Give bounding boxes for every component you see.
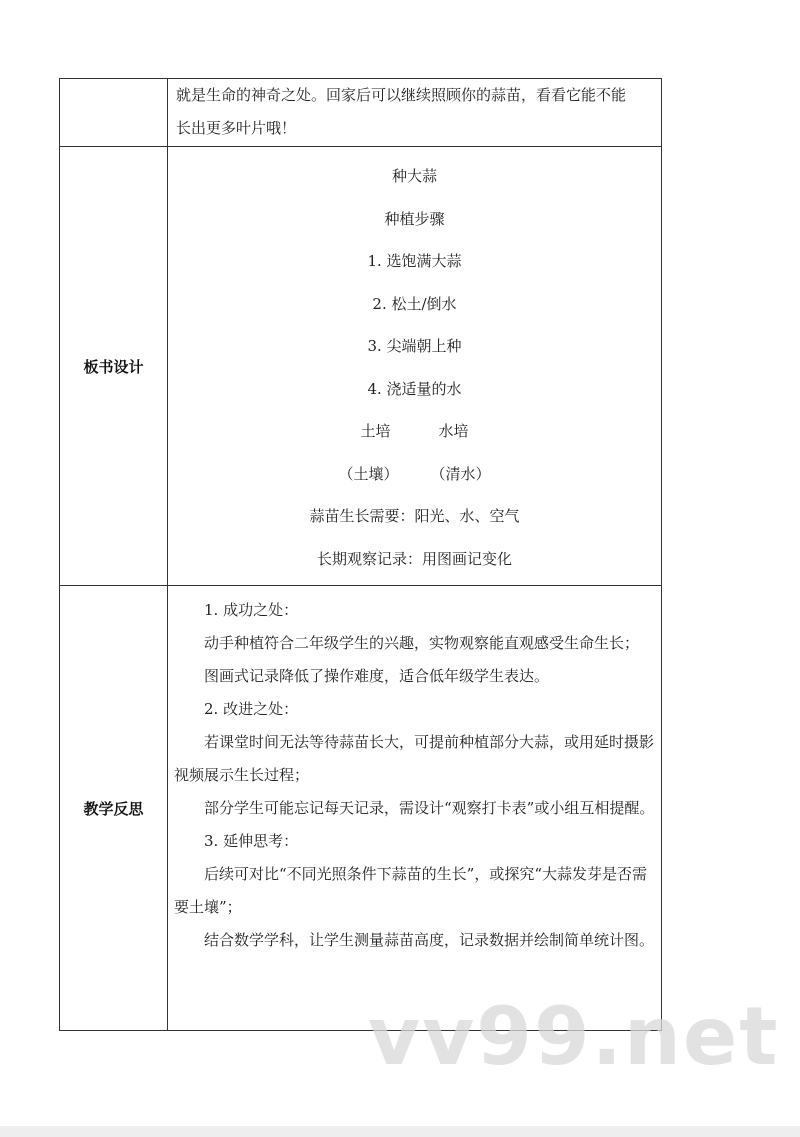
reflection-paragraph: 图画式记录降低了操作难度，适合低年级学生表达。	[204, 667, 550, 685]
board-design-label: 板书设计	[60, 147, 168, 586]
watermark: vv99.net	[368, 990, 780, 1083]
reflection-paragraph: 后续可对比“不同光照条件下蒜苗的生长”，或探究“大蒜发芽是否需要土壤”；	[174, 865, 648, 916]
method-water: 水培	[438, 422, 469, 440]
board-title: 种大蒜	[391, 167, 437, 185]
reflection-heading-improve: 2. 改进之处：	[204, 700, 299, 718]
step-4: 4. 浇适量的水	[367, 379, 462, 398]
table-row	[60, 147, 662, 586]
table-row	[60, 586, 662, 1031]
lesson-plan-table	[59, 78, 662, 1031]
reflection-paragraph: 结合数学学科，让学生测量蒜苗高度，记录数据并绘制简单统计图。	[204, 931, 655, 949]
steps-title: 种植步骤	[384, 209, 445, 228]
closing-remarks-cell	[168, 79, 662, 147]
closing-line-1: 就是生命的神奇之处。回家后可以继续照顾你的蒜苗，看看它能不能	[176, 86, 627, 104]
reflection-paragraph: 动手种植符合二年级学生的兴趣，实物观察能直观感受生命生长；	[204, 634, 640, 652]
teaching-reflection-label: 教学反思	[60, 586, 168, 1031]
teaching-reflection-cell	[168, 586, 662, 1031]
medium-water: （清水）	[430, 464, 491, 483]
medium-pair	[168, 453, 661, 496]
step-1: 1. 选饱满大蒜	[367, 252, 462, 270]
observation-record: 长期观察记录：用图画记变化	[316, 549, 512, 568]
step-3: 3. 尖端朝上种	[367, 337, 462, 355]
table-row	[60, 79, 662, 147]
reflection-heading-success: 1. 成功之处：	[204, 601, 299, 619]
reflection-heading-extend: 3. 延伸思考：	[204, 832, 299, 850]
step-2: 2. 松土/倒水	[372, 294, 457, 313]
method-soil: 土培	[360, 422, 391, 440]
method-pair	[168, 410, 661, 453]
growth-needs: 蒜苗生长需要：阳光、水、空气	[309, 507, 520, 525]
page-bottom-edge	[0, 1126, 800, 1137]
reflection-paragraph: 若课堂时间无法等待蒜苗长大，可提前种植部分大蒜，或用延时摄影视频展示生长过程；	[174, 733, 655, 784]
board-design-cell	[168, 147, 662, 586]
medium-soil: （土壤）	[338, 464, 399, 483]
row-label-empty	[60, 79, 168, 147]
closing-line-2: 长出更多叶片哦！	[176, 119, 297, 137]
reflection-paragraph: 部分学生可能忘记每天记录，需设计“观察打卡表”或小组互相提醒。	[204, 799, 655, 817]
